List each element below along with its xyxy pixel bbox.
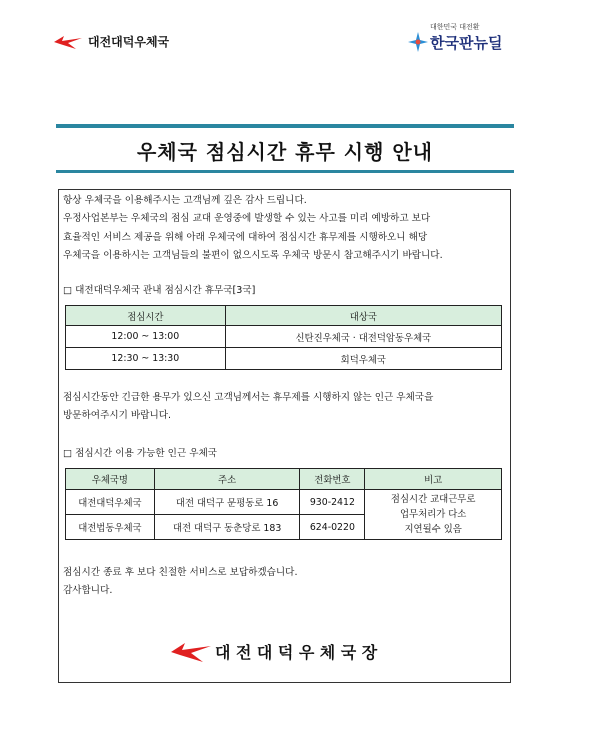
office-cell: 신탄진우체국 · 대전덕암동우체국 — [225, 326, 501, 348]
column-header: 전화번호 — [300, 469, 365, 490]
post-logo-icon — [54, 34, 82, 50]
section2-heading: □ 점심시간 이용 가능한 인근 우체국 — [63, 448, 218, 459]
address-cell: 대전 대덕구 문평동로 16 — [154, 490, 300, 515]
intro-paragraph — [63, 192, 443, 266]
lunch-time-cell: 12:30 ~ 13:30 — [66, 348, 226, 370]
address-cell: 대전 대덕구 동춘당로 183 — [154, 515, 300, 540]
column-header: 대상국 — [225, 306, 501, 326]
title-banner — [56, 124, 514, 176]
phone-cell: 930-2412 — [300, 490, 365, 515]
closing-line: 감사합니다. — [63, 585, 113, 597]
new-deal-icon — [408, 32, 428, 52]
table-header-row — [66, 306, 502, 326]
page-title: 우체국 점심시간 휴무 시행 안내 — [136, 140, 433, 164]
middle-line: 점심시간동안 긴급한 용무가 있으신 고객님께서는 휴무제를 시행하지 않는 인근 우체국을 — [63, 392, 434, 403]
nearby-offices-table — [65, 468, 502, 540]
note-line: 점심시간 교대근무로 — [390, 494, 476, 505]
table-row — [66, 348, 502, 370]
table-row — [66, 326, 502, 348]
closed-offices-table — [65, 305, 502, 370]
office-cell: 회덕우체국 — [225, 348, 501, 370]
table-row — [66, 490, 502, 515]
column-header: 주소 — [154, 469, 300, 490]
header-org — [54, 33, 169, 50]
header-org-name: 대전대덕우체국 — [88, 35, 170, 49]
closing-line: 점심시간 종료 후 보다 친절한 서비스로 보답하겠습니다. — [63, 567, 298, 578]
signature-name: 대전대덕우체국장 — [215, 643, 383, 662]
column-header: 우체국명 — [66, 469, 155, 490]
note-line: 업무처리가 다소 — [399, 509, 467, 520]
middle-line: 방문하여주시기 바랍니다. — [63, 410, 172, 422]
office-name-cell: 대전대덕우체국 — [66, 490, 155, 515]
section1-heading: □ 대전대덕우체국 관내 점심시간 휴무국[3국] — [63, 285, 256, 296]
signature-block — [171, 638, 401, 666]
lunch-time-cell: 12:00 ~ 13:00 — [66, 326, 226, 348]
table-header-row — [66, 469, 502, 490]
title-bottom-bar — [56, 170, 514, 173]
phone-cell: 624-0220 — [300, 515, 365, 540]
office-name-cell: 대전법동우체국 — [66, 515, 155, 540]
column-header: 점심시간 — [66, 306, 226, 326]
intro-line: 항상 우체국을 이용해주시는 고객님께 깊은 감사 드립니다. — [63, 195, 307, 206]
note-line: 지연될수 있음 — [404, 524, 462, 535]
closing-paragraph — [63, 564, 298, 601]
post-logo-icon — [171, 640, 211, 664]
intro-line: 우정사업본부는 우체국의 점심 교대 운영중에 발생할 수 있는 사고를 미리 예방하고 보다 — [63, 213, 431, 225]
intro-line: 우체국을 이용하시는 고객님들의 불편이 없으시도록 우체국 방문시 참고해주시기 바랍니다. — [63, 250, 443, 262]
korean-new-deal-logo — [408, 22, 518, 60]
column-header: 비고 — [365, 469, 502, 490]
new-deal-slogan: 대한민국 대전환 — [430, 23, 480, 31]
intro-line: 효율적인 서비스 제공을 위해 아래 우체국에 대하여 점심시간 휴무제를 시행하오니 해당 — [63, 231, 428, 243]
new-deal-name: 한국판뉴딜 — [430, 34, 503, 52]
note-cell — [365, 490, 502, 540]
title-top-bar — [56, 124, 514, 128]
notice-body — [58, 189, 511, 683]
middle-paragraph — [63, 389, 433, 426]
